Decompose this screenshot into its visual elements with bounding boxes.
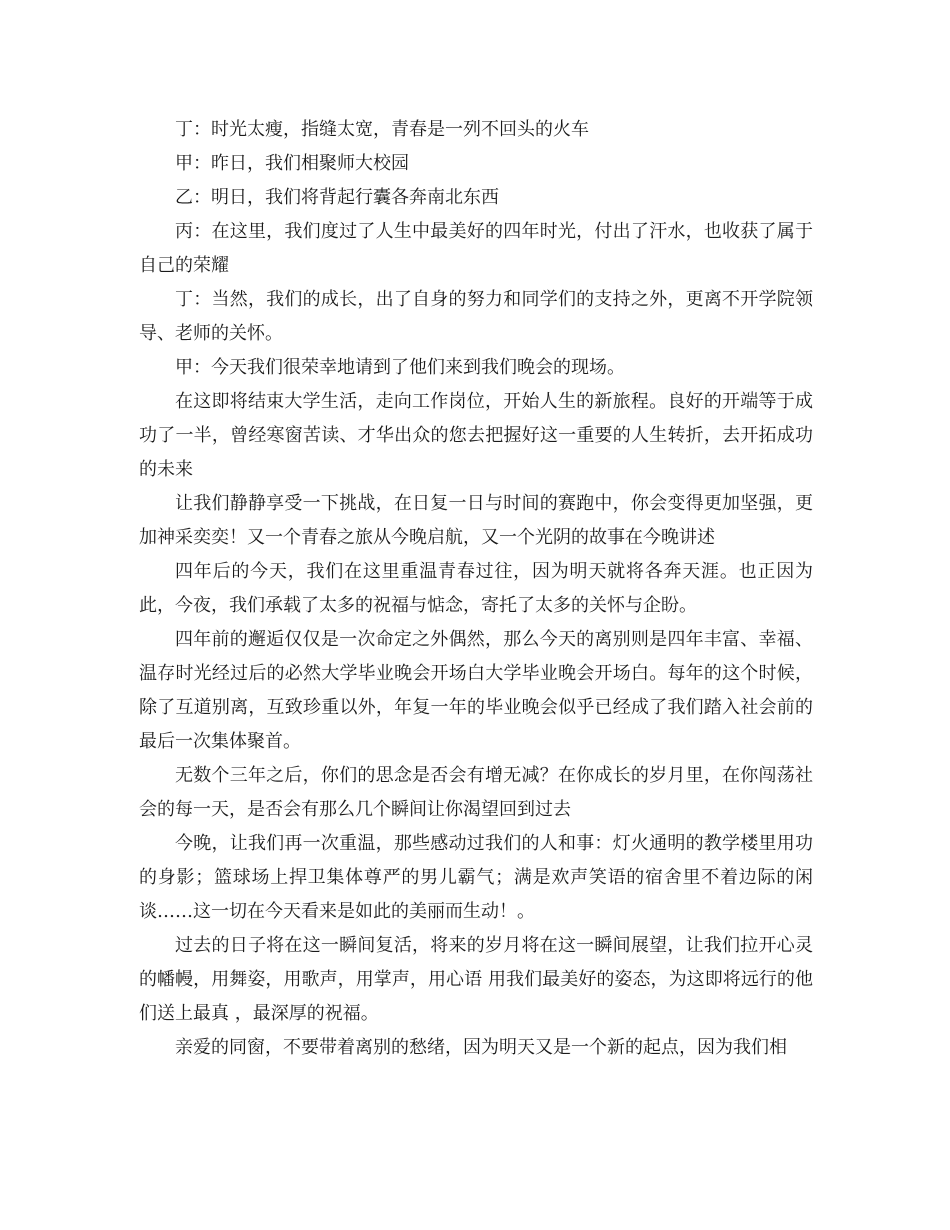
paragraph-4: 丙：在这里，我们度过了人生中最美好的四年时光，付出了汗水，也收获了属于自己的荣耀 (139, 221, 813, 276)
paragraph-2: 甲：昨日，我们相聚师大校园 (175, 153, 409, 174)
document-body (139, 113, 813, 1065)
paragraph-9: 四年后的今天，我们在这里重温青春过往，因为明天就将各奔天涯。也正因为此，今夜，我们承载了太多的祝福与惦念，寄托了太多的关怀与企盼。 (139, 561, 813, 616)
paragraph-10: 四年前的邂逅仅仅是一次命定之外偶然，那么今天的离别则是四年丰富、幸福、温存时光经过后的必然大学毕业晚会开场白大学毕业晚会开场白。每年的这个时候，除了互道别离，互致珍重以外，年复一年的毕业晚会似乎已经成了我们踏入社会前的最后一次集体聚首。 (139, 629, 813, 752)
paragraph-5: 丁：当然，我们的成长，出了自身的努力和同学们的支持之外，更离不开学院领导、老师的关怀。 (139, 289, 813, 344)
paragraph-14: 亲爱的同窗，不要带着离别的愁绪，因为明天又是一个新的起点，因为我们相 (175, 1037, 787, 1058)
paragraph-1: 丁：时光太瘦，指缝太宽，青春是一列不回头的火车 (175, 119, 589, 140)
paragraph-13: 过去的日子将在这一瞬间复活，将来的岁月将在这一瞬间展望，让我们拉开心灵的幡幔，用舞姿，用歌声，用掌声，用心语 用我们最美好的姿态，为这即将远行的他们送上最真 ，最深厚的祝福。 (139, 935, 813, 1024)
paragraph-8: 让我们静静享受一下挑战，在日复一日与时间的赛跑中，你会变得更加坚强，更加神采奕奕！又一个青春之旅从今晚启航，又一个光阴的故事在今晚讲述 (139, 493, 813, 548)
paragraph-6: 甲：今天我们很荣幸地请到了他们来到我们晚会的现场。 (175, 357, 625, 378)
paragraph-12: 今晚，让我们再一次重温，那些感动过我们的人和事：灯火通明的教学楼里用功的身影；篮球场上捍卫集体尊严的男儿霸气；满是欢声笑语的宿舍里不着边际的闲谈……这一切在今天看来是如此的美丽而生动！。 (139, 833, 813, 922)
paragraph-3: 乙：明日，我们将背起行囊各奔南北东西 (175, 187, 499, 208)
paragraph-11: 无数个三年之后，你们的思念是否会有增无减？在你成长的岁月里，在你闯荡社会的每一天，是否会有那么几个瞬间让你渴望回到过去 (139, 765, 813, 820)
paragraph-7: 在这即将结束大学生活，走向工作岗位，开始人生的新旅程。良好的开端等于成功了一半，曾经寒窗苦读、才华出众的您去把握好这一重要的人生转折，去开拓成功的未来 (139, 391, 813, 480)
